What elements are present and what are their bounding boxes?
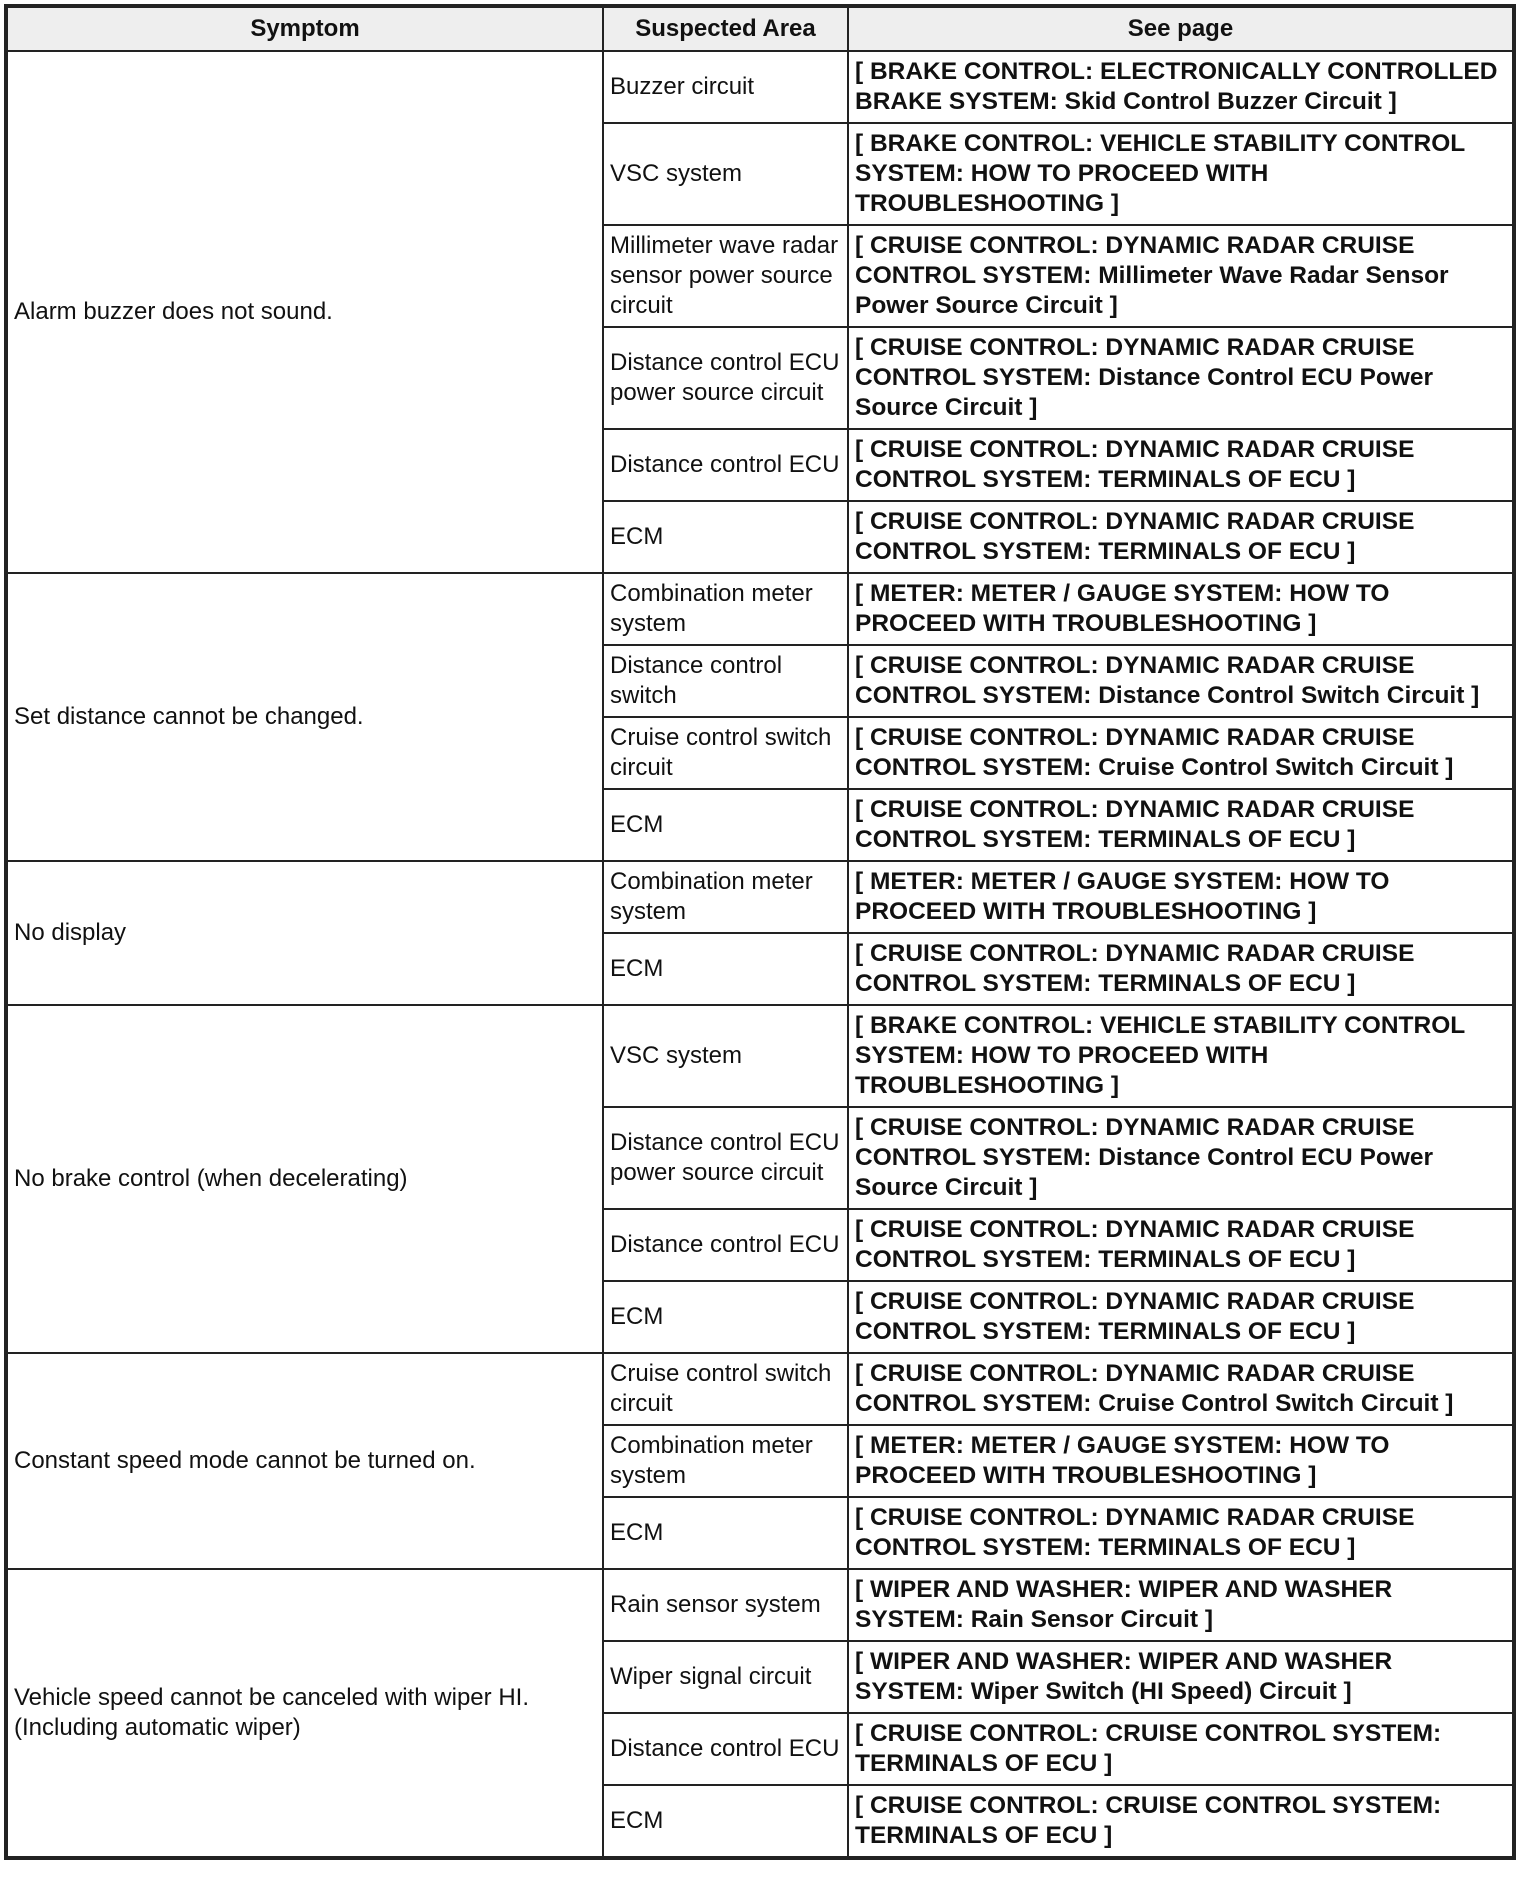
suspected-area-cell: ECM xyxy=(603,501,848,573)
header-row xyxy=(7,7,1513,51)
table-row xyxy=(7,1005,1513,1107)
see-page-reference[interactable]: [ CRUISE CONTROL: DYNAMIC RADAR CRUISE CONTROL SYSTEM: Distance Control Switch Circuit ] xyxy=(848,645,1513,717)
see-page-reference[interactable]: [ METER: METER / GAUGE SYSTEM: HOW TO PROCEED WITH TROUBLESHOOTING ] xyxy=(848,573,1513,645)
header-symptom: Symptom xyxy=(7,7,603,51)
suspected-area-cell: Combination meter system xyxy=(603,1425,848,1497)
see-page-reference[interactable]: [ WIPER AND WASHER: WIPER AND WASHER SYSTEM: Rain Sensor Circuit ] xyxy=(848,1569,1513,1641)
see-page-reference[interactable]: [ CRUISE CONTROL: DYNAMIC RADAR CRUISE CONTROL SYSTEM: TERMINALS OF ECU ] xyxy=(848,1497,1513,1569)
see-page-reference[interactable]: [ CRUISE CONTROL: DYNAMIC RADAR CRUISE CONTROL SYSTEM: TERMINALS OF ECU ] xyxy=(848,933,1513,1005)
see-page-reference[interactable]: [ WIPER AND WASHER: WIPER AND WASHER SYSTEM: Wiper Switch (HI Speed) Circuit ] xyxy=(848,1641,1513,1713)
suspected-area-cell: Cruise control switch circuit xyxy=(603,1353,848,1425)
suspected-area-cell: ECM xyxy=(603,933,848,1005)
symptom-cell: No display xyxy=(7,861,603,1005)
table-body xyxy=(7,51,1513,1857)
header-see-page: See page xyxy=(848,7,1513,51)
suspected-area-cell: ECM xyxy=(603,1281,848,1353)
suspected-area-cell: Cruise control switch circuit xyxy=(603,717,848,789)
see-page-reference[interactable]: [ CRUISE CONTROL: DYNAMIC RADAR CRUISE CONTROL SYSTEM: TERMINALS OF ECU ] xyxy=(848,1281,1513,1353)
suspected-area-cell: Buzzer circuit xyxy=(603,51,848,123)
suspected-area-cell: Millimeter wave radar sensor power source circuit xyxy=(603,225,848,327)
symptom-cell: Set distance cannot be changed. xyxy=(7,573,603,861)
suspected-area-cell: VSC system xyxy=(603,123,848,225)
suspected-area-cell: Combination meter system xyxy=(603,573,848,645)
see-page-reference[interactable]: [ BRAKE CONTROL: ELECTRONICALLY CONTROLLED BRAKE SYSTEM: Skid Control Buzzer Circuit ] xyxy=(848,51,1513,123)
table-row xyxy=(7,51,1513,123)
suspected-area-cell: VSC system xyxy=(603,1005,848,1107)
see-page-reference[interactable]: [ CRUISE CONTROL: DYNAMIC RADAR CRUISE CONTROL SYSTEM: Distance Control ECU Power Source Circuit ] xyxy=(848,327,1513,429)
suspected-area-cell: Combination meter system xyxy=(603,861,848,933)
see-page-reference[interactable]: [ CRUISE CONTROL: DYNAMIC RADAR CRUISE CONTROL SYSTEM: Millimeter Wave Radar Sensor Power Source Circuit ] xyxy=(848,225,1513,327)
suspected-area-cell: Distance control switch xyxy=(603,645,848,717)
symptom-cell: Constant speed mode cannot be turned on. xyxy=(7,1353,603,1569)
see-page-reference[interactable]: [ CRUISE CONTROL: DYNAMIC RADAR CRUISE CONTROL SYSTEM: TERMINALS OF ECU ] xyxy=(848,789,1513,861)
symptom-cell: Alarm buzzer does not sound. xyxy=(7,51,603,573)
see-page-reference[interactable]: [ BRAKE CONTROL: VEHICLE STABILITY CONTROL SYSTEM: HOW TO PROCEED WITH TROUBLESHOOTING ] xyxy=(848,1005,1513,1107)
symptom-cell: Vehicle speed cannot be canceled with wiper HI. (Including automatic wiper) xyxy=(7,1569,603,1857)
suspected-area-cell: Distance control ECU power source circuit xyxy=(603,1107,848,1209)
see-page-reference[interactable]: [ CRUISE CONTROL: CRUISE CONTROL SYSTEM: TERMINALS OF ECU ] xyxy=(848,1713,1513,1785)
see-page-reference[interactable]: [ CRUISE CONTROL: DYNAMIC RADAR CRUISE CONTROL SYSTEM: Cruise Control Switch Circuit ] xyxy=(848,717,1513,789)
suspected-area-cell: Distance control ECU xyxy=(603,429,848,501)
suspected-area-cell: Distance control ECU power source circuit xyxy=(603,327,848,429)
suspected-area-cell: ECM xyxy=(603,789,848,861)
see-page-reference[interactable]: [ CRUISE CONTROL: DYNAMIC RADAR CRUISE CONTROL SYSTEM: Distance Control ECU Power Source Circuit ] xyxy=(848,1107,1513,1209)
suspected-area-cell: Distance control ECU xyxy=(603,1209,848,1281)
see-page-reference[interactable]: [ METER: METER / GAUGE SYSTEM: HOW TO PROCEED WITH TROUBLESHOOTING ] xyxy=(848,861,1513,933)
troubleshooting-table xyxy=(6,6,1514,1858)
table-header xyxy=(7,7,1513,51)
see-page-reference[interactable]: [ CRUISE CONTROL: DYNAMIC RADAR CRUISE CONTROL SYSTEM: TERMINALS OF ECU ] xyxy=(848,429,1513,501)
suspected-area-cell: Wiper signal circuit xyxy=(603,1641,848,1713)
suspected-area-cell: ECM xyxy=(603,1497,848,1569)
table-row xyxy=(7,861,1513,933)
see-page-reference[interactable]: [ CRUISE CONTROL: DYNAMIC RADAR CRUISE CONTROL SYSTEM: TERMINALS OF ECU ] xyxy=(848,1209,1513,1281)
see-page-reference[interactable]: [ BRAKE CONTROL: VEHICLE STABILITY CONTROL SYSTEM: HOW TO PROCEED WITH TROUBLESHOOTING ] xyxy=(848,123,1513,225)
header-suspected-area: Suspected Area xyxy=(603,7,848,51)
suspected-area-cell: ECM xyxy=(603,1785,848,1857)
see-page-reference[interactable]: [ CRUISE CONTROL: CRUISE CONTROL SYSTEM: TERMINALS OF ECU ] xyxy=(848,1785,1513,1857)
see-page-reference[interactable]: [ CRUISE CONTROL: DYNAMIC RADAR CRUISE CONTROL SYSTEM: TERMINALS OF ECU ] xyxy=(848,501,1513,573)
table-row xyxy=(7,1353,1513,1425)
symptom-cell: No brake control (when decelerating) xyxy=(7,1005,603,1353)
see-page-reference[interactable]: [ METER: METER / GAUGE SYSTEM: HOW TO PROCEED WITH TROUBLESHOOTING ] xyxy=(848,1425,1513,1497)
suspected-area-cell: Rain sensor system xyxy=(603,1569,848,1641)
table-row xyxy=(7,573,1513,645)
see-page-reference[interactable]: [ CRUISE CONTROL: DYNAMIC RADAR CRUISE CONTROL SYSTEM: Cruise Control Switch Circuit ] xyxy=(848,1353,1513,1425)
troubleshooting-table-container xyxy=(6,6,1512,1858)
table-row xyxy=(7,1569,1513,1641)
suspected-area-cell: Distance control ECU xyxy=(603,1713,848,1785)
